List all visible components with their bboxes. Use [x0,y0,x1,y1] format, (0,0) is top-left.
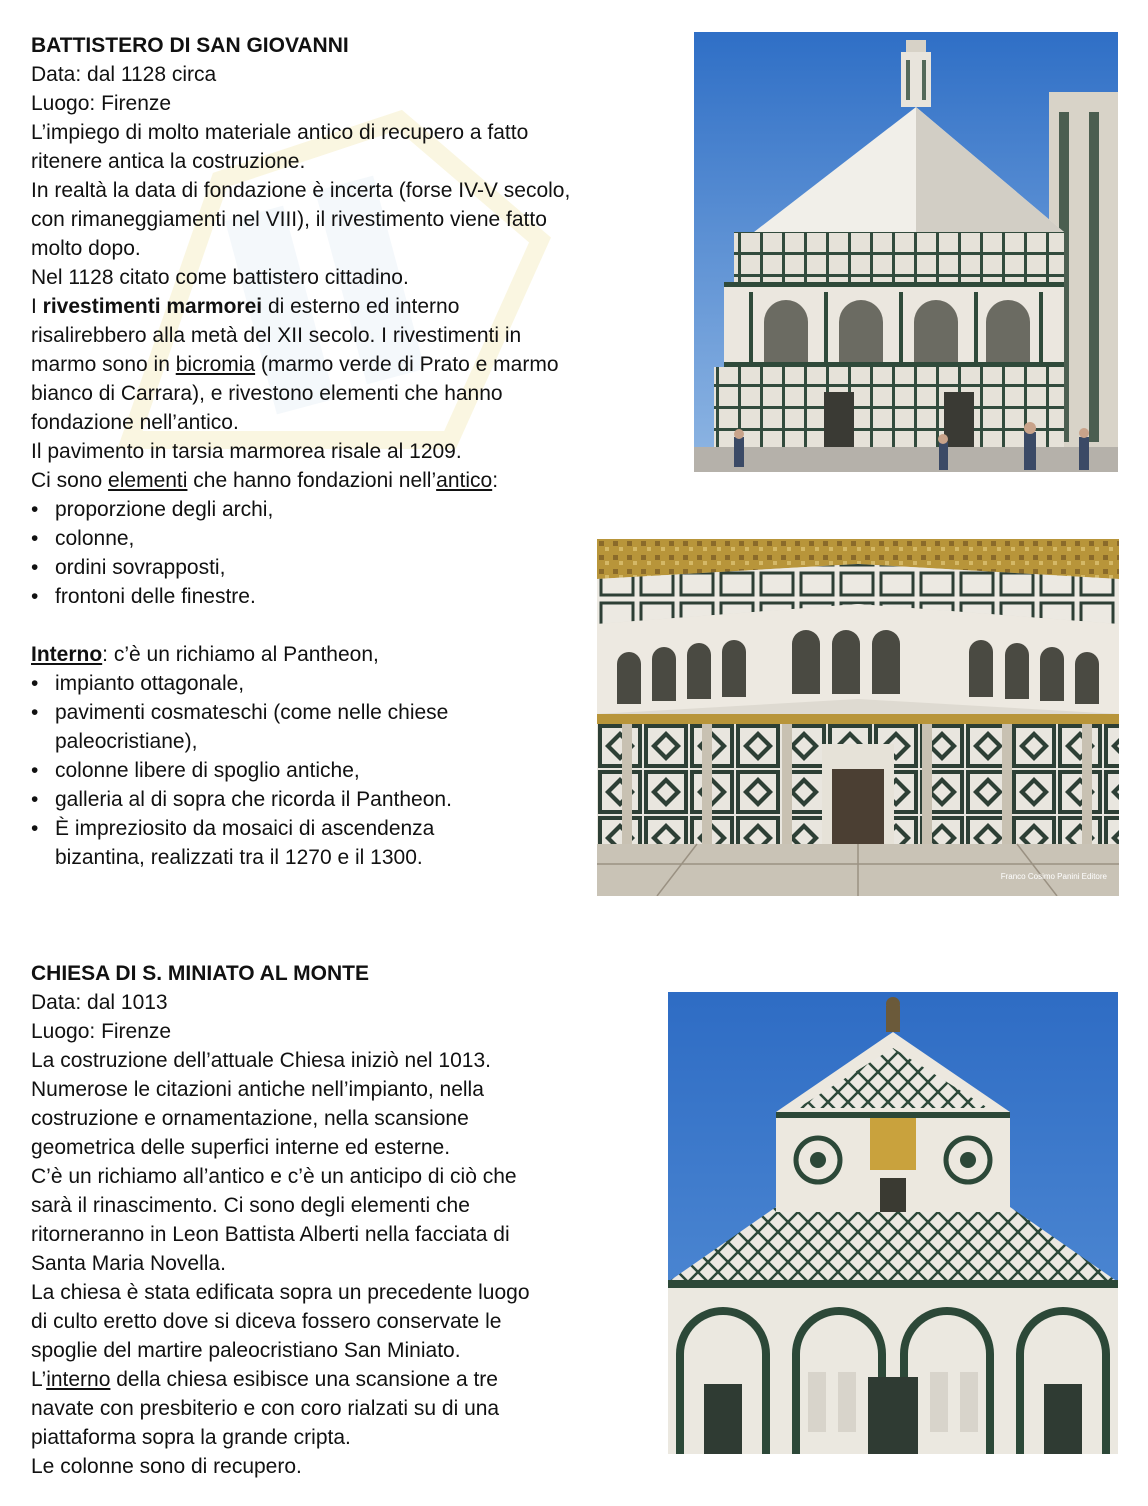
miniato-paragraph-line: costruzione e ornamentazione, nella scansione [31,1107,469,1130]
miniato-paragraph-line: ritorneranno in Leon Battista Alberti nella facciata di [31,1223,510,1246]
battistero-paragraph-line: molto dopo. [31,237,141,260]
bold-term-rivestimenti: rivestimenti marmorei [42,295,263,318]
list-item [31,814,681,843]
underlined-term-elementi: elementi [108,469,188,492]
underlined-term-interno: interno [46,1368,111,1391]
battistero-paragraph-line: con rimaneggiamenti nel VIII), il rivestimento viene fatto [31,208,547,231]
miniato-title: CHIESA DI S. MINIATO AL MONTE [31,962,369,985]
text-run: marmo sono in [31,353,176,376]
bullet-icon: • [31,498,39,521]
text-run: di esterno ed interno [262,295,460,318]
text-run: L’ [31,1368,47,1391]
list-item-text: colonne libere di spoglio antiche, [55,759,360,782]
baptistery-exterior-photo [694,32,1118,472]
battistero-paragraph-line: Nel 1128 citato come battistero cittadino. [31,266,409,289]
text-run: : [492,469,499,492]
list-item-text: colonne, [55,527,135,550]
miniato-paragraph-line: spoglie del martire paleocristiano San Miniato. [31,1339,461,1362]
battistero-paragraph-line: risalirebbero alla metà del XII secolo. I rivestimenti in [31,324,522,347]
battistero-paragraph-line: In realtà la data di fondazione è incerta (forse IV-V secolo, [31,179,571,202]
list-item [31,669,681,698]
battistero-title: BATTISTERO DI SAN GIOVANNI [31,34,349,57]
text-run: : c’è un richiamo al Pantheon, [102,643,379,666]
san-miniato-facade-photo [668,992,1118,1454]
miniato-paragraph-line: C’è un richiamo all’antico e c’è un anticipo di ciò che [31,1165,517,1188]
underlined-term-bicromia: bicromia [175,353,256,376]
miniato-date: Data: dal 1013 [31,991,168,1014]
text-run: I [31,295,43,318]
battistero-text-block [31,31,681,872]
text-run: della chiesa esibisce una scansione a tre [110,1368,498,1391]
list-item [31,495,681,524]
list-item [31,785,681,814]
baptistery-interior-photo [597,539,1119,896]
bullet-icon: • [31,701,39,724]
spacer [31,611,681,640]
miniato-paragraph-line: Le colonne sono di recupero. [31,1455,302,1478]
miniato-paragraph-line: sarà il rinascimento. Ci sono degli elementi che [31,1194,470,1217]
text-run: (marmo verde di Prato e marmo [255,353,559,376]
battistero-place: Luogo: Firenze [31,92,172,115]
list-item [31,582,681,611]
battistero-paragraph-line: fondazione nell’antico. [31,411,239,434]
battistero-date: Data: dal 1128 circa [31,63,217,86]
list-item-text: È impreziosito da mosaici di ascendenza [55,817,435,840]
text-run: che hanno fondazioni nell’ [187,469,437,492]
miniato-paragraph-line: Numerose le citazioni antiche nell’impianto, nella [31,1078,484,1101]
battistero-paragraph-line [31,350,681,379]
miniato-paragraph-line: piattaforma sopra la grande cripta. [31,1426,351,1449]
list-item-continuation: paleocristiane), [55,730,198,753]
battistero-paragraph-line [31,292,681,321]
list-item [31,524,681,553]
list-item-text: galleria al di sopra che ricorda il Pantheon. [55,788,452,811]
battistero-paragraph-line: Il pavimento in tarsia marmorea risale al 1209. [31,440,462,463]
miniato-paragraph-line: di culto eretto dove si diceva fossero conservate le [31,1310,502,1333]
interno-heading-line [31,640,681,669]
miniato-paragraph-line: Santa Maria Novella. [31,1252,226,1275]
underlined-term-antico: antico [436,469,493,492]
list-item [31,756,681,785]
list-item-text: ordini sovrapposti, [55,556,226,579]
battistero-paragraph-line: L’impiego di molto materiale antico di recupero a fatto [31,121,529,144]
list-item [31,698,681,727]
battistero-paragraph-line: ritenere antica la costruzione. [31,150,306,173]
miniato-paragraph-line [31,1365,661,1394]
miniato-paragraph-line: navate con presbiterio e con coro rialzati su di una [31,1397,500,1420]
bullet-icon: • [31,585,39,608]
miniato-place: Luogo: Firenze [31,1020,172,1043]
photo-credit: Franco Cosimo Panini Editore [1000,872,1107,881]
list-item-text: pavimenti cosmateschi (come nelle chiese [55,701,449,724]
miniato-paragraph-line: La chiesa è stata edificata sopra un precedente luogo [31,1281,530,1304]
text-run: Ci sono [31,469,109,492]
bullet-icon: • [31,788,39,811]
battistero-paragraph-line: bianco di Carrara), e rivestono elementi che hanno [31,382,503,405]
list-item-text: impianto ottagonale, [55,672,245,695]
list-item [31,553,681,582]
bullet-icon: • [31,759,39,782]
miniato-text-block [31,959,661,1481]
bullet-icon: • [31,672,39,695]
bullet-icon: • [31,556,39,579]
list-item-text: frontoni delle finestre. [55,585,256,608]
list-item-text: proporzione degli archi, [55,498,274,521]
battistero-paragraph-line [31,466,681,495]
miniato-paragraph-line: geometrica delle superfici interne ed esterne. [31,1136,451,1159]
list-item-continuation: bizantina, realizzati tra il 1270 e il 1300. [55,846,423,869]
miniato-paragraph-line: La costruzione dell’attuale Chiesa iniziò nel 1013. [31,1049,491,1072]
bullet-icon: • [31,817,39,840]
bullet-icon: • [31,527,39,550]
interno-label: Interno [31,643,103,666]
